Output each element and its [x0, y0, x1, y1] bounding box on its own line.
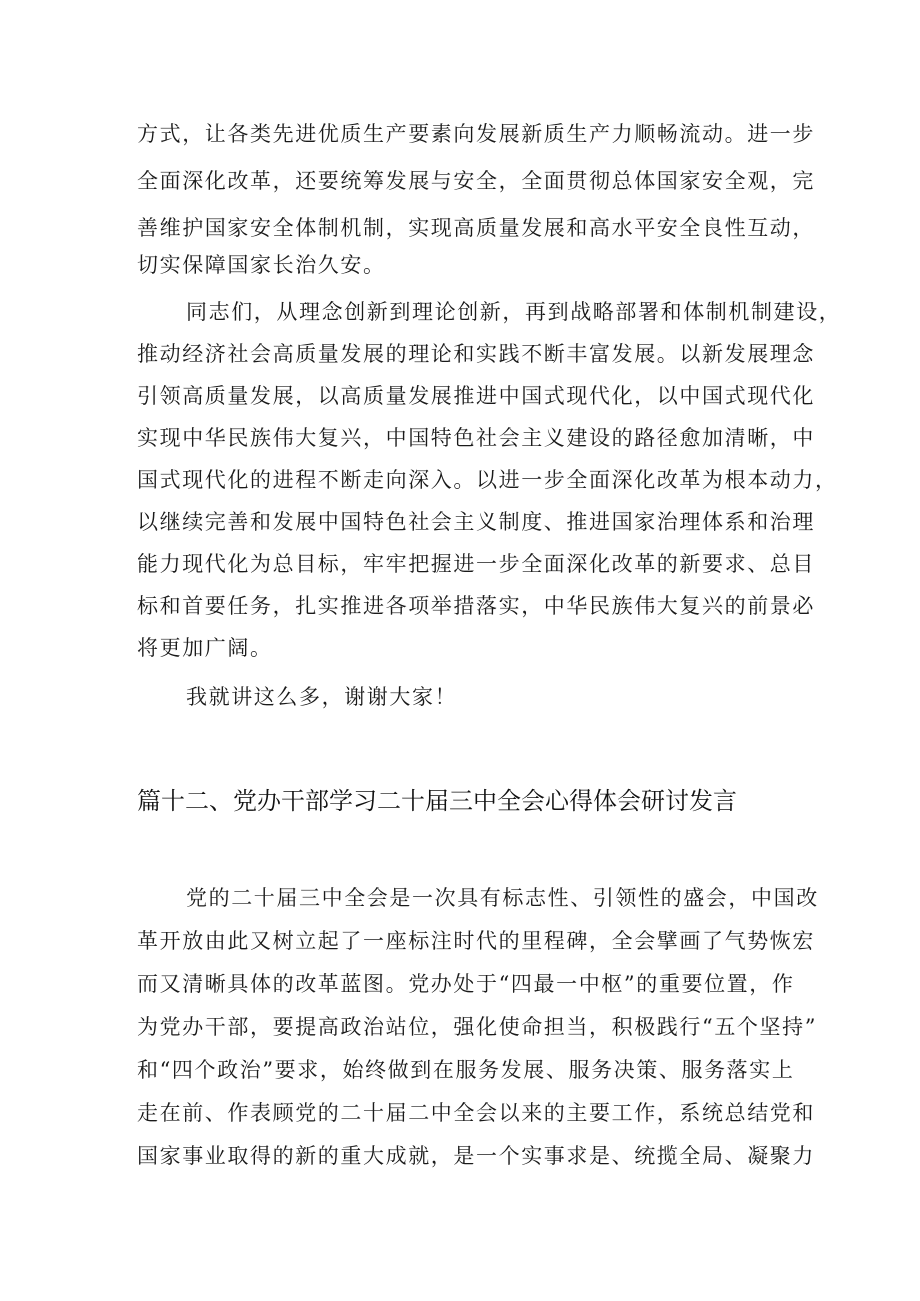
paragraph-1-line-1: 方式，让各类先进优质生产要素向发展新质生产力顺畅流动。进一步 [137, 122, 815, 146]
paragraph-2-line-5: 国式现代化的进程不断走向深入。以进一步全面深化改革为根本动力， [137, 468, 838, 492]
paragraph-4-line-3: 而又清晰具体的改革蓝图。党办处于“四最一中枢”的重要位置，作 [137, 972, 795, 996]
paragraph-1-line-4: 切实保障国家长治久安。 [137, 253, 386, 277]
paragraph-2-line-7: 能力现代化为总目标，牢牢把握进一步全面深化改革的新要求、总目 [137, 552, 815, 576]
paragraph-4-line-5: 和“四个政治”要求，始终做到在服务发展、服务决策、服务落实上 [137, 1058, 795, 1082]
paragraph-1-line-2: 全面深化改革，还要统筹发展与安全，全面贯彻总体国家安全观，完 [137, 169, 815, 193]
paragraph-1-line-3: 善维护国家安全体制机制，实现高质量发展和高水平安全良性互动， [137, 216, 815, 240]
paragraph-4-line-7: 国家事业取得的新的重大成就，是一个实事求是、统揽全局、凝聚力 [137, 1144, 815, 1168]
paragraph-2-line-6: 以继续完善和发展中国特色社会主义制度、推进国家治理体系和治理 [137, 510, 815, 534]
paragraph-2-line-9: 将更加广阔。 [137, 636, 273, 660]
paragraph-4-line-1: 党的二十届三中全会是一次具有标志性、引领性的盛会，中国改 [186, 886, 819, 910]
paragraph-2-line-8: 标和首要任务，扎实推进各项举措落实，中华民族伟大复兴的前景必 [137, 594, 815, 618]
paragraph-2-line-2: 推动经济社会高质量发展的理论和实践不断丰富发展。以新发展理念 [137, 342, 815, 366]
paragraph-4-line-2: 革开放由此又树立起了一座标注时代的里程碑，全会擘画了气势恢宏 [137, 929, 815, 953]
section-heading: 篇十二、党办干部学习二十届三中全会心得体会研讨发言 [137, 787, 737, 815]
paragraph-4-line-4: 为党办干部，要提高政治站位，强化使命担当，积极践行“五个坚持” [137, 1015, 818, 1039]
paragraph-2-line-1: 同志们，从理念创新到理论创新，再到战略部署和体制机制建设， [186, 300, 842, 324]
paragraph-2-line-3: 引领高质量发展，以高质量发展推进中国式现代化，以中国式现代化 [137, 384, 815, 408]
paragraph-2-line-4: 实现中华民族伟大复兴，中国特色社会主义建设的路径愈加清晰，中 [137, 426, 815, 450]
paragraph-4-line-6: 走在前、作表顾党的二十届二中全会以来的主要工作，系统总结党和 [137, 1101, 815, 1125]
paragraph-3-line-1: 我就讲这么多，谢谢大家！ [186, 685, 458, 709]
